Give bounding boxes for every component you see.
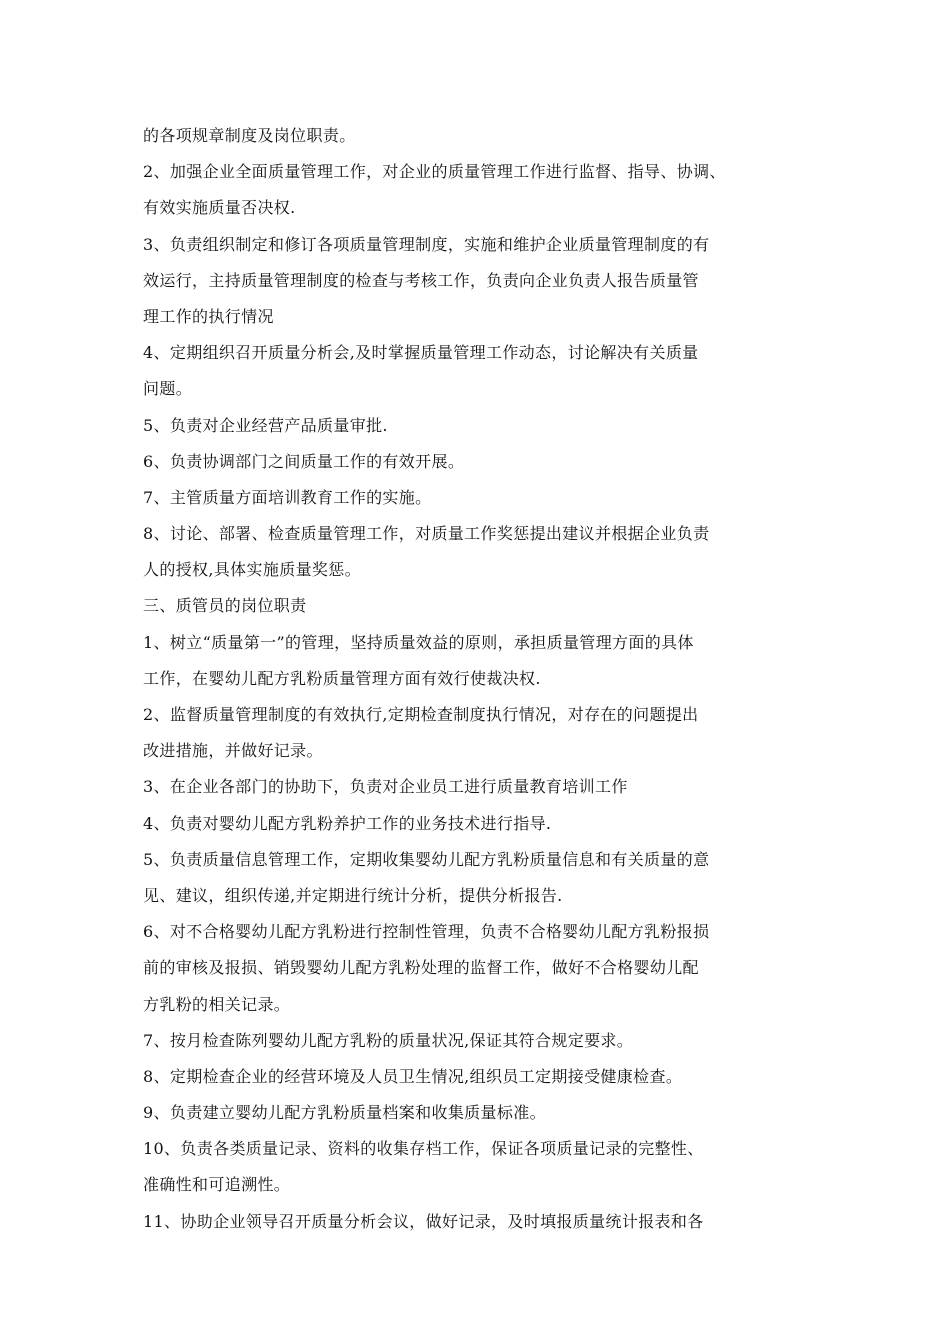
text-line: 5、负责质量信息管理工作，定期收集婴幼儿配方乳粉质量信息和有关质量的意 (143, 849, 710, 869)
text-line: 理工作的执行情况 (143, 306, 274, 326)
text-line: 11、协助企业领导召开质量分析会议，做好记录，及时填报质量统计报表和各 (143, 1211, 704, 1231)
text-line: 有效实施质量否决权. (143, 198, 296, 218)
text-line: 6、对不合格婴幼儿配方乳粉进行控制性管理，负责不合格婴幼儿配方乳粉报损 (143, 922, 710, 942)
text-line: 方乳粉的相关记录。 (143, 994, 291, 1014)
text-line: 人的授权,具体实施质量奖惩。 (143, 560, 361, 580)
text-line: 4、定期组织召开质量分析会,及时掌握质量管理工作动态，讨论解决有关质量 (143, 343, 699, 363)
text-line: 前的审核及报损、销毁婴幼儿配方乳粉处理的监督工作，做好不合格婴幼儿配 (143, 958, 699, 978)
text-line: 4、负责对婴幼儿配方乳粉养护工作的业务技术进行指导. (143, 813, 552, 833)
section-heading: 三、质管员的岗位职责 (143, 596, 307, 616)
text-line: 9、负责建立婴幼儿配方乳粉质量档案和收集质量标准。 (143, 1103, 546, 1123)
text-line: 7、主管质量方面培训教育工作的实施。 (143, 487, 432, 507)
text-line: 1、树立“质量第一”的管理，坚持质量效益的原则，承担质量管理方面的具体 (143, 632, 694, 652)
text-line: 的各项规章制度及岗位职责。 (143, 126, 356, 145)
text-line: 见、建议，组织传递,并定期进行统计分析，提供分析报告. (143, 885, 563, 905)
text-line: 效运行，主持质量管理制度的检查与考核工作，负责向企业负责人报告质量管 (143, 270, 699, 290)
text-line: 7、按月检查陈列婴幼儿配方乳粉的质量状况,保证其符合规定要求。 (143, 1030, 634, 1050)
text-line: 8、定期检查企业的经营环境及人员卫生情况,组织员工定期接受健康检查。 (143, 1066, 683, 1086)
text-line: 3、在企业各部门的协助下，负责对企业员工进行质量教育培训工作 (143, 777, 628, 797)
text-line: 5、负责对企业经营产品质量审批. (143, 415, 388, 435)
text-line: 工作，在婴幼儿配方乳粉质量管理方面有效行使裁决权. (143, 668, 541, 688)
text-line: 改进措施，并做好记录。 (143, 741, 323, 761)
text-line: 2、加强企业全面质量管理工作，对企业的质量管理工作进行监督、指导、协调、 (143, 162, 726, 182)
text-line: 10、负责各类质量记录、资料的收集存档工作，保证各项质量记录的完整性、 (143, 1139, 704, 1159)
text-line: 3、负责组织制定和修订各项质量管理制度，实施和维护企业质量管理制度的有 (143, 234, 710, 254)
text-line: 2、监督质量管理制度的有效执行,定期检查制度执行情况，对存在的问题提出 (143, 705, 699, 724)
text-line: 6、负责协调部门之间质量工作的有效开展。 (143, 451, 465, 471)
text-line: 8、讨论、部署、检查质量管理工作，对质量工作奖惩提出建议并根据企业负责 (143, 524, 710, 544)
document-body (143, 118, 823, 1240)
text-line: 问题。 (143, 379, 193, 399)
text-line: 准确性和可追溯性。 (143, 1175, 291, 1195)
